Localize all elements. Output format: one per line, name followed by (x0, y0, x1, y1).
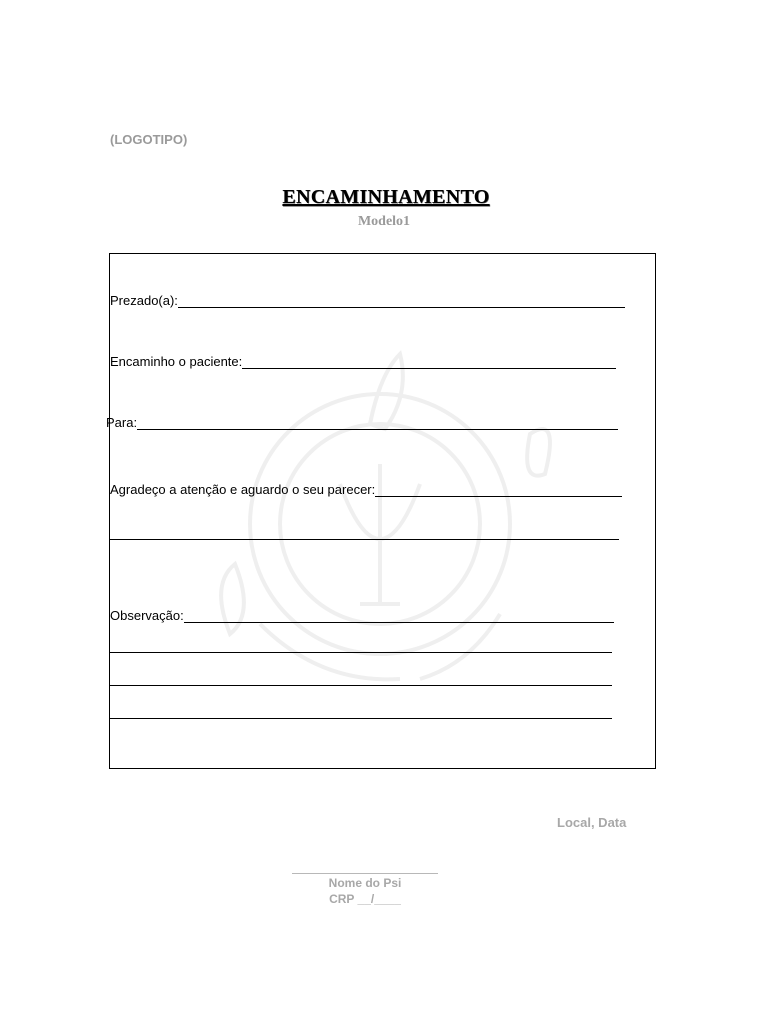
referral-form-box (106, 253, 656, 769)
para-input-line[interactable] (137, 415, 618, 430)
observacao-extra-line-3[interactable] (110, 718, 612, 719)
psi-watermark-icon (200, 334, 560, 694)
observacao-extra-line-1[interactable] (110, 652, 612, 653)
prezado-label: Prezado(a): (110, 293, 178, 308)
observacao-label: Observação: (110, 608, 184, 623)
para-field (106, 412, 618, 430)
logo-placeholder: (LOGOTIPO) (110, 132, 188, 147)
para-label: Para: (106, 415, 138, 430)
signature-name: Nome do Psi (328, 876, 402, 890)
encaminho-label: Encaminho o paciente: (110, 354, 243, 369)
encaminho-input-line[interactable] (242, 354, 616, 369)
local-date: Local, Data (557, 815, 627, 830)
document-subtitle: Modelo1 (357, 214, 411, 229)
prezado-field (110, 290, 625, 308)
document-title: ENCAMINHAMENTO (282, 186, 490, 208)
parecer-extra-line[interactable] (110, 539, 619, 540)
observacao-field (110, 605, 614, 623)
signature-crp: CRP __/____ (329, 892, 401, 906)
agradeco-input-line[interactable] (375, 482, 622, 497)
agradeco-field (110, 479, 622, 497)
observacao-input-line[interactable] (184, 608, 614, 623)
agradeco-label: Agradeço a atenção e aguardo o seu parecer: (110, 482, 376, 497)
observacao-extra-line-2[interactable] (110, 685, 612, 686)
encaminho-field (110, 351, 616, 369)
signature-line (292, 873, 438, 874)
prezado-input-line[interactable] (178, 293, 625, 308)
